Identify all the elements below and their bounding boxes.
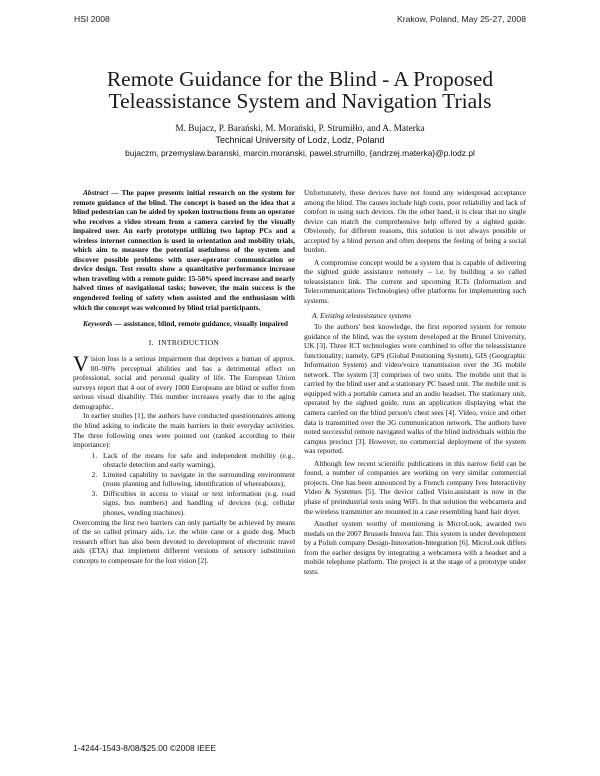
barriers-list xyxy=(73,451,295,518)
paper-title-line-2: Teleassistance System and Navigation Trials xyxy=(108,89,492,113)
right-paragraph-1: Unfortunately, these devices have not found any widespread acceptance among the blind. The causes include high costs, poor reliability and lack of comfort in using such devices. On the other hand, it is clear that no single device can match the comprehensive help offered by a sighted guide. Obviously, for different reasons, this solution is not always possible or accepted by a blind person and often deepens the feeling of being a social burden. xyxy=(304,188,526,255)
section-title-rest: NTRODUCTION xyxy=(161,337,220,347)
drop-cap: V xyxy=(73,351,89,377)
list-item: 2. Limited capability to navigate in the surrounding environment (route planning and following, identification of whereabouts), xyxy=(99,470,295,489)
abstract-label: Abstract xyxy=(83,188,109,197)
right-column xyxy=(304,188,526,576)
intro-paragraph-2: In earlier studies [1], the authors have conducted questionnaires among the blind asking to indicate the main barriers in their everyday activities. The three following ones were pointed out (ranked according to their importance): xyxy=(73,411,295,450)
running-header-left: HSI 2008 xyxy=(74,14,110,24)
intro-paragraph-1-text: ision loss is a serious impairment that deprives a human of approx. 80–90% perceptual abilities and has a detrimental effect on professional, social and personal quality of life. The European Union surveys report that 4 out of every 1000 Europeans are blind or suffer from serious visual disability. This number increases yearly due to the aging demographic. xyxy=(73,354,295,411)
intro-paragraph-3: Overcoming the first two barriers can only partially be achieved by means of the so called primary aids, i.e. the white cane or a guide dog. Much research effort has also been devoted to development of electronic travel aids (ETA) that implement different versions of sensory substitution concepts to compensate for the lost vision [2]. xyxy=(73,517,295,565)
section-number: I. xyxy=(148,337,154,347)
right-paragraph-4: Although few recent scientific publications in this narrow field can be found, a number of companies are working on very similar commercial projects. One has been announced by a French company Ives Interactivity Video & Systemes [5]. The device called Visio.assistant is now in the phase of preindustrial tests using WiFi. In that solution the webcamera and the wireless transmitter are mounted in a case resembling hand hair dryer. xyxy=(304,458,526,516)
keywords xyxy=(73,319,295,329)
keywords-text: assistance, blind, remote guidance, visually impaired xyxy=(123,319,288,329)
subsection-heading: A. Existing teleassistance systems xyxy=(312,310,412,320)
keywords-dash: — xyxy=(112,319,124,329)
abstract xyxy=(73,188,295,312)
right-paragraph-2: A compromise concept would be a system that is capable of delivering the sighted guide assistance remotely – i.e. by building a so called teleassistance link. The current and upcoming ICTs (Information and Telecommunications Technologies) offer platforms for implementing such systems. xyxy=(304,257,526,306)
section-heading-introduction xyxy=(73,338,295,348)
intro-paragraph-1 xyxy=(73,351,295,411)
paper-title-line-1: Remote Guidance for the Blind - A Proposed xyxy=(106,67,494,91)
paper-title xyxy=(50,68,550,112)
author-emails: bujaczm, przemyslaw.baranski, marcin.moranski, pawel.strumillo, {andrzej.materka}@p.lodz.pl xyxy=(125,148,475,158)
keywords-label: Keywords xyxy=(83,319,113,329)
running-header-right: Krakow, Poland, May 25-27, 2008 xyxy=(397,14,526,24)
author-list: M. Bujacz, P. Barański, M. Morański, P. Strumiłło, and A. Materka xyxy=(175,124,425,134)
abstract-text: The paper presents initial research on the system for remote guidance of the blind. The concept is based on the idea that a blind pedestrian can be aided by spoken instructions from an operator who receives a video stream from a camera carried by the visually impaired user. An early prototype utilizing two laptop PCs and a wireless internet connection is used in orientation and mobility trials, which aim to measure the potential usefulness of the system and discover possible problems with user-operator communication or device design. Test results show a quantitative performance increase when traveling with a remote guide: 15-50% speed increase and nearly halved times of navigational tasks; however, the main success is the engendered feeling of safety when assisted and the enthusiasm with which the concept was welcomed by blind trial participants. xyxy=(73,188,295,312)
copyright-footer: 1-4244-1543-8/08/$25.00 ©2008 IEEE xyxy=(73,743,217,753)
list-item: 1. Lack of the means for safe and independent mobility (e.g., obstacle detection and early warning), xyxy=(99,451,295,470)
right-paragraph-5: Another system worthy of mentioning is MicroLook, awarded two medals on the 2007 Brussels Innova fair. This system is under development by a Polish company Design-Innovation-Integration [6]. MicroLook differs from the earlier designs by integrating a webcamera with a headset and a mobile telephone platform. The project is at the stage of a prototype under tests. xyxy=(304,519,526,576)
section-initial: I xyxy=(158,337,162,347)
right-paragraph-3: To the authors' best knowledge, the first reported system for remote guidance of the blind, was the system developed at the Brunel University, UK [3]. Three ICT technologies were combined to offer the teleassistance functionality; namely, GPS (Global Positioning System), GIS (Geographic Information System) and video/voice transmission over the 3G mobile network. The system [3] comprises of two units. The mobile unit that is carried by the blind user and a stationary PC based unit. The mobile unit is equipped with a portable camera and an audio headset. The stationary unit, operated by the sighted guide, runs an application displaying what the camera carried on the blind person's chest sees [4]. Video, voice and other data is transmitted over the 3G communication network. The authors have noted successful remote navigated walks of the blind individuals within the campus precinct [3]. However, no commercial deployment of the system was reported. xyxy=(304,322,526,456)
affiliation: Technical University of Lodz, Lodz, Poland xyxy=(215,135,385,145)
list-item: 3. Difficulties in access to visual or text information (e.g. road signs, bus numbers) and handling of devices (e.g. cellular phones, vending machines). xyxy=(99,489,295,518)
left-column xyxy=(73,188,295,565)
abstract-dash: — xyxy=(108,188,122,197)
